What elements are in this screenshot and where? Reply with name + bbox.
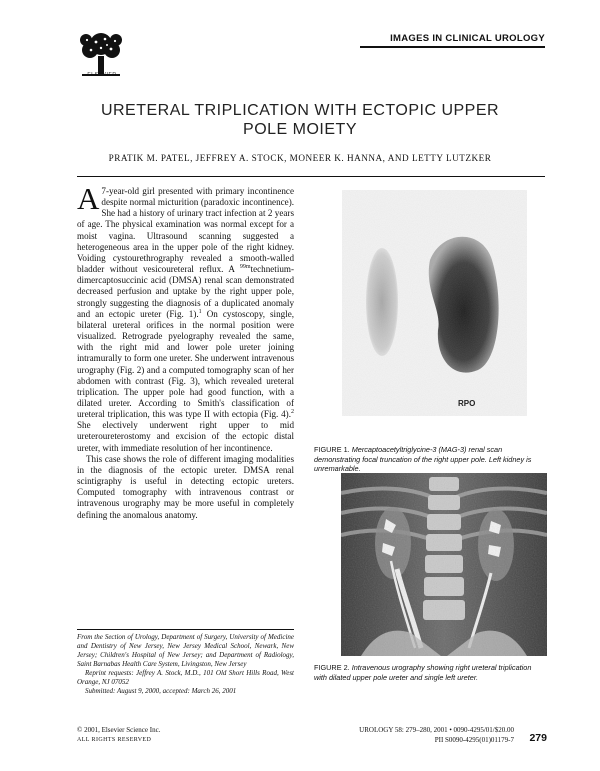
figure-2-caption (314, 663, 546, 682)
body-paragraph-2: This case shows the role of different imaging modalities in the diagnosis of the ectopic ureter. DMSA renal scintigraphy is useful in detecting ectopic ureters. Computed tomography with intravenous contrast or intravenous urography may be more useful in completely defining the anomalous anatomy. (77, 453, 294, 520)
rights-line: ALL RIGHTS RESERVED (77, 737, 152, 743)
body-text: On cystoscopy, single, bilateral ureteral orifices in the normal position were visualized. Retrograde pyelography revealed the same, with the right mid and lower pole ureter joining intramurally to form one ureter. She underwent intravenous urography (Fig. 2) and a computed tomography scan of her abdomen with contrast (Fig. 3), which revealed ureteral triplication. The upper pole had good function, with a dilated ureter. According to Smith's classification of ureteral triplication, this was type II with ectopia (Fig. 4). (77, 308, 294, 420)
figure-label: FIGURE 2. (314, 663, 350, 672)
publisher-name: ELSEVIER (87, 72, 117, 78)
figure-1-renal-scan (342, 190, 527, 416)
header-rule (360, 46, 545, 48)
copyright-line: © 2001, Elsevier Science Inc. (77, 726, 161, 734)
footnote (77, 633, 294, 696)
caption-text: Mercaptoacetyltriglycine-3 (MAG-3) renal scan demonstrating focal truncation of the right upper pole. Left kidney is unremarkable. (314, 445, 532, 473)
reprint-requests: Reprint requests: Jeffrey A. Stock, M.D., 101 Old Short Hills Road, West Orange, NJ 07052 (77, 669, 294, 686)
section-label: IMAGES IN CLINICAL UROLOGY (390, 33, 545, 44)
body-text: She electively underwent right upper to mid ureteroureterostomy and excision of the ectopic distal ureter, with immediate resolution of her incontinence. (77, 420, 294, 453)
scan-view-label: RPO (458, 399, 476, 408)
issue-info (314, 725, 514, 745)
submission-dates: Submitted: August 9, 2000, accepted: March 26, 2001 (85, 687, 237, 695)
author-list: PRATIK M. PATEL, JEFFREY A. STOCK, MONEER K. HANNA, AND LETTY LUTZKER (108, 153, 492, 163)
footnote-rule (77, 629, 294, 630)
citation-line: UROLOGY 58: 279–280, 2001 • 0090-4295/01/$20.00 (359, 726, 514, 734)
authors-rule (77, 176, 545, 177)
body-text: technetium-dimercaptosuccinic acid (DMSA) renal scan demonstrated decreased perfusion and uptake by the right upper pole, strongly suggesting the diagnosis of a duplicated anomaly and an ectopic ureter (Fig. 1). (77, 264, 294, 319)
copyright (77, 725, 294, 745)
figure-2-urography (341, 473, 547, 656)
figure-1-caption (314, 445, 546, 474)
reference-marker: 2 (291, 409, 294, 416)
body-text: 7-year-old girl presented with primary incontinence despite normal micturition (paradoxic incontinence). She had a history of urinary tract infection at 2 years of age. The physical examination was normal except for a moist vagina. Ultrasound scanning suggested a heterogeneous area in the upper pole of the right kidney. Voiding cystourethrography revealed a smooth-walled bladder without vesicoureteral reflux. A (77, 186, 294, 275)
body-paragraph-1 (77, 181, 294, 454)
pii-line: PII S0090-4295(01)01179-7 (434, 736, 514, 744)
affiliation: From the Section of Urology, Department of Surgery, University of Medicine and Dentistry of New Jersey, New Jersey Medical School, Newark, New Jersey; Children's Hospital of New Jersey; and Department of Radiology, Saint Barnabas Health Care System, Livingston, New Jersey (77, 633, 294, 668)
figure-label: FIGURE 1. (314, 445, 350, 454)
article-body (77, 181, 294, 521)
reference-marker: 1 (198, 308, 202, 315)
page-number: 279 (529, 732, 547, 744)
caption-text: Intravenous urography showing right ureteral triplication with dilated upper pole ureter and single left ureter. (314, 663, 532, 682)
article-title: URETERAL TRIPLICATION WITH ECTOPIC UPPER POLE MOIETY (100, 102, 500, 138)
elsevier-tree-logo (78, 30, 124, 78)
drop-cap: A (77, 181, 100, 216)
superscript: 99m (239, 264, 251, 271)
